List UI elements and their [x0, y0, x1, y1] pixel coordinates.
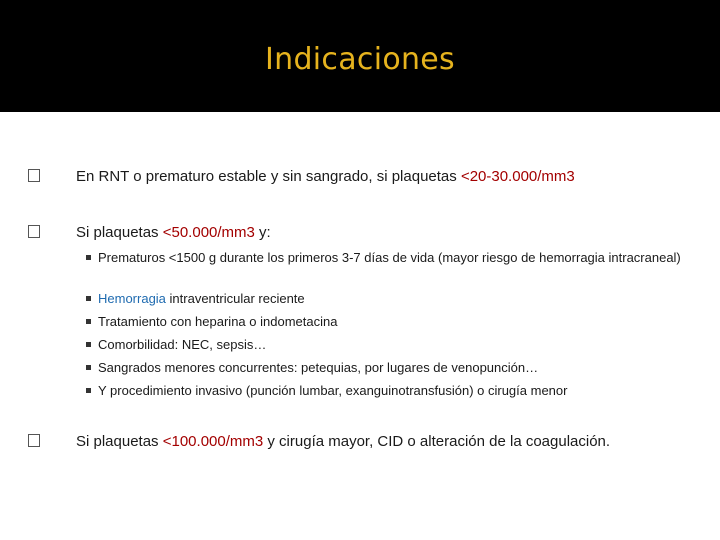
sub-bullet-3-text: Tratamiento con heparina o indometacina	[98, 314, 338, 329]
square-bullet-icon	[86, 342, 91, 347]
square-bullet-icon	[86, 319, 91, 324]
sub-bullet-5-text: Sangrados menores concurrentes: petequias, por lugares de venopunción…	[98, 360, 539, 375]
sub-bullet-2-text: intraventricular reciente	[165, 291, 305, 306]
sub-bullet-4-text: Comorbilidad: NEC, sepsis…	[98, 337, 267, 352]
checkbox-bullet-icon	[28, 225, 40, 238]
bullet-1-text: En RNT o prematuro estable y sin sangrado, si plaquetas	[76, 168, 461, 185]
sub-bullet-6-text: Y procedimiento invasivo (punción lumbar, exanguinotransfusión) o cirugía menor	[98, 383, 568, 398]
square-bullet-icon	[86, 255, 91, 260]
bullet-3-highlight: <100.000/mm3	[162, 433, 264, 450]
checkbox-bullet-icon	[28, 169, 40, 182]
bullet-2-highlight: <50.000/mm3	[162, 224, 255, 241]
bullet-1-highlight: <20-30.000/mm3	[460, 168, 575, 185]
checkbox-bullet-icon	[28, 434, 40, 447]
square-bullet-icon	[86, 296, 91, 301]
bullet-2-text: Si plaquetas	[76, 224, 163, 241]
title-bar	[0, 0, 720, 112]
sub-bullet-2-highlight: Hemorragia	[98, 291, 166, 306]
bullet-3-suffix: y cirugía mayor, CID o alteración de la coagulación.	[263, 433, 611, 450]
bullet-3-text: Si plaquetas	[76, 433, 163, 450]
bullet-2-suffix: y:	[254, 224, 271, 241]
square-bullet-icon	[86, 388, 91, 393]
slide-title: Indicaciones	[264, 42, 455, 77]
sub-bullet-1-text: Prematuros <1500 g durante los primeros 3-7 días de vida (mayor riesgo de hemorragia intracraneal)	[98, 250, 681, 265]
square-bullet-icon	[86, 365, 91, 370]
